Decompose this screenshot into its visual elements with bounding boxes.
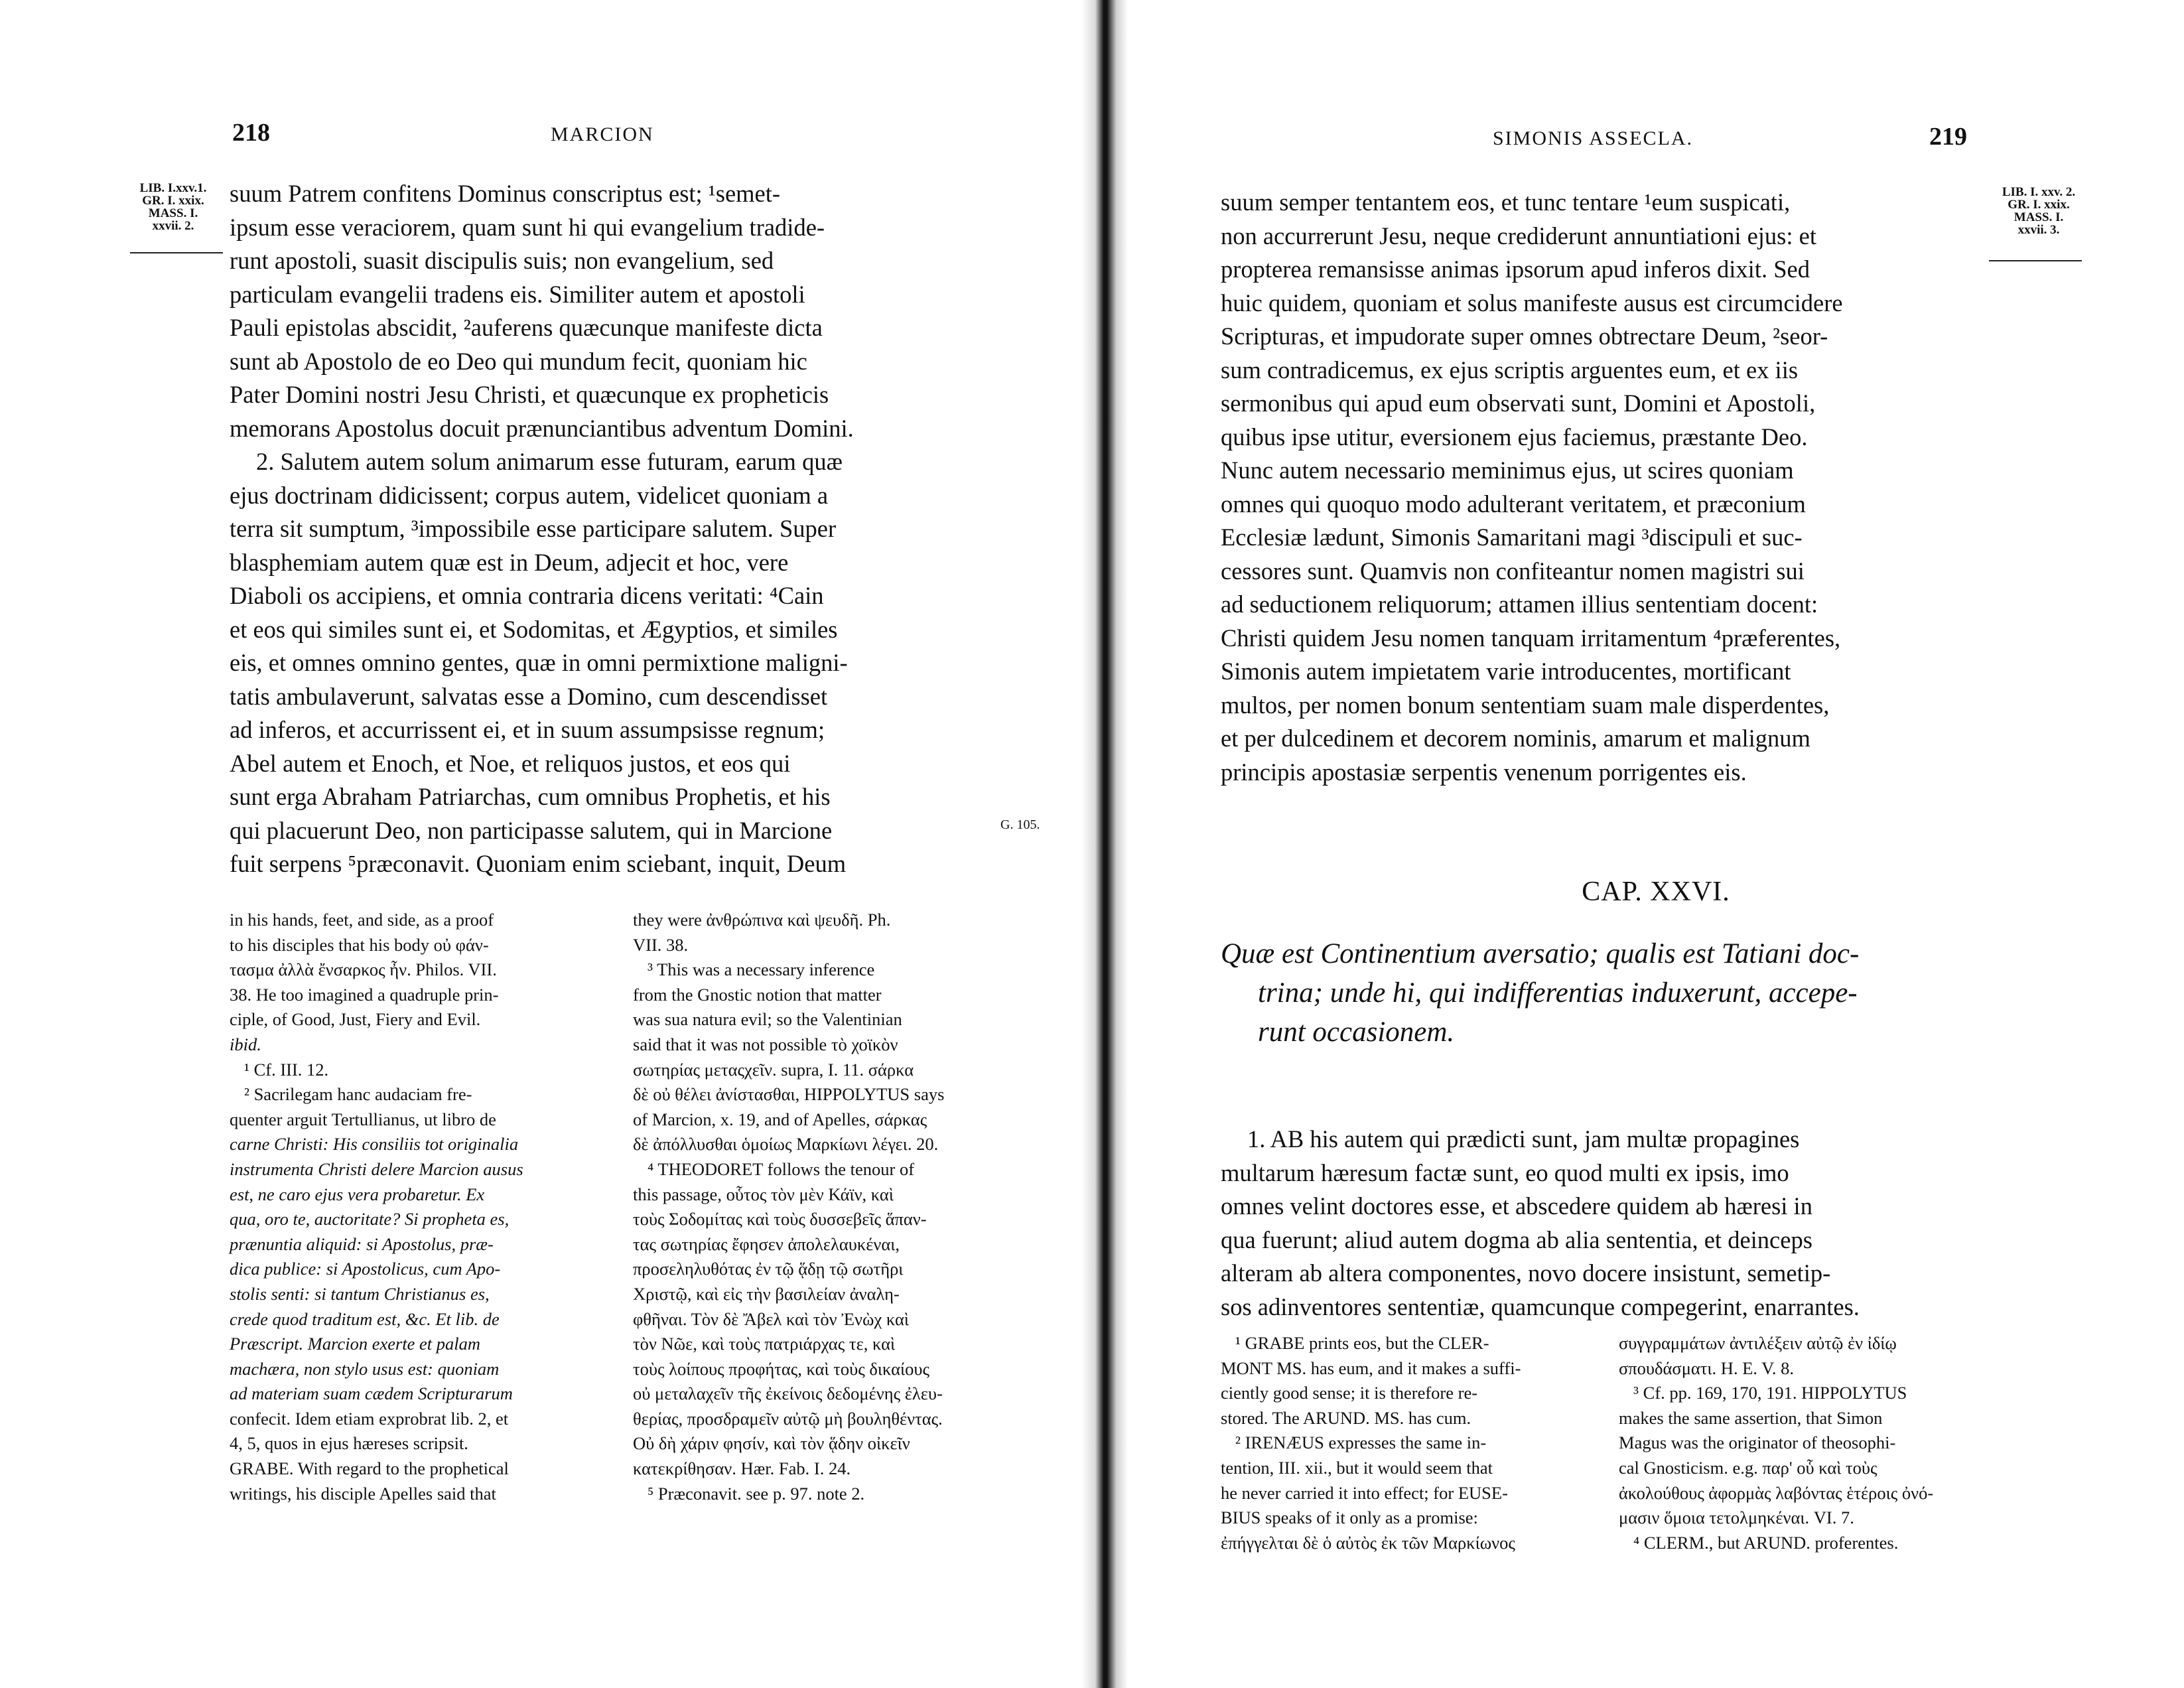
text-line: sunt ab Apostolo de eo Deo qui mundum fecit, quoniam hic [230, 347, 807, 375]
text-line: 1. AB his autem qui prædicti sunt, jam multæ propagines [1247, 1125, 1800, 1153]
text-line: huic quidem, quoniam et solus manifeste ausus est circumcidere [1221, 289, 1843, 316]
footnote-line: stolis senti: si tantum Christianus es, [230, 1283, 490, 1304]
left-page [0, 0, 1081, 1688]
margin-ref-line: LIB. I. xxv. 2. [2002, 185, 2076, 199]
footnote-line: makes the same assertion, that Simon [1619, 1407, 1883, 1428]
footnote-line: to his disciples that his body οὐ φάν- [230, 934, 489, 955]
text-line: qui placuerunt Deo, non participasse salutem, qui in Marcione [230, 816, 833, 844]
text-line: qua fuerunt; aliud autem dogma ab alia sententia, et deinceps [1221, 1226, 1812, 1253]
text-line: ad inferos, et accurrissent ei, et in suum assumpsisse regnum; [230, 716, 825, 743]
text-line: Abel autem et Enoch, et Noe, et reliquos justos, et eos qui [230, 749, 791, 777]
text-line: fuit serpens ⁵præconavit. Quoniam enim sciebant, inquit, Deum [230, 850, 847, 877]
footnote-line: ἀκολούθους ἀφορμὰς λαβόντας ἑτέροις ὀνό- [1619, 1482, 1934, 1503]
footnote-line: dica publice: si Apostolicus, cum Apo- [230, 1259, 501, 1279]
right-margin-rule [1989, 260, 2082, 261]
footnote-line: Χριστῷ, καὶ εἰς τὴν βασιλείαν ἀναλη- [633, 1283, 900, 1304]
chapter-summary [1221, 934, 1984, 1052]
text-line: Simonis autem impietatem varie introducentes, mortificant [1221, 658, 1791, 685]
footnote-line: ἐπήγγελται δὲ ὁ αὐτὸς ἐκ τῶν Μαρκίωνος [1221, 1532, 1515, 1553]
footnote-line: crede quod traditum est, &c. Et lib. de [230, 1308, 500, 1329]
right-footnotes-col1 [1221, 1331, 1592, 1555]
text-line: ad seductionem reliquorum; attamen illius sententiam docent: [1221, 591, 1818, 618]
margin-ref-line: MASS. I. [148, 206, 198, 220]
summary-line: trina; unde hi, qui indifferentias induxerunt, accepe- [1258, 977, 1858, 1009]
text-line: Diaboli os accipiens, et omnia contraria dicens veritati: ⁴Cain [230, 582, 824, 609]
footnote-line: δὲ οὐ θέλει ἀνίστασθαι, HIPPOLYTUS says [633, 1084, 945, 1105]
footnote-line: ciently good sense; it is therefore re- [1221, 1383, 1478, 1403]
margin-ref-line: GR. I. xxix. [142, 194, 204, 208]
footnote-line: stored. The ARUND. MS. has cum. [1221, 1407, 1471, 1428]
right-running-head: SIMONIS ASSECLA. [1493, 127, 1694, 149]
footnote-line: ¹ Cf. III. 12. [244, 1059, 329, 1080]
text-line: eis, et omnes omnino gentes, quæ in omni permixtione maligni- [230, 649, 848, 676]
text-line: Christi quidem Jesu nomen tanquam irritamentum ⁴præferentes, [1221, 624, 1841, 652]
footnote-line: δὲ ἀπόλλυσθαι ὁμοίως Μαρκίωνι λέγει. 20. [633, 1134, 939, 1155]
right-footnotes-col2 [1619, 1331, 1984, 1555]
footnote-line: τοὺς λοίπους προφήτας, καὶ τοὺς δικαίους [633, 1358, 930, 1379]
margin-ref-line: MASS. I. [2013, 210, 2064, 224]
text-line: alteram ab altera componentes, novo docere insistunt, semetip- [1221, 1259, 1831, 1287]
text-line: blasphemiam autem quæ est in Deum, adjecit et hoc, vere [230, 548, 789, 576]
footnote-line: σωτηρίας μεταςχεῖν. supra, I. 11. σάρκα [633, 1059, 914, 1080]
footnote-line: confecit. Idem etiam exprobrat lib. 2, et [230, 1408, 509, 1429]
text-line: sum contradicemus, ex ejus scriptis arguentes eum, et ex iis [1221, 356, 1799, 384]
text-line: et per dulcedinem et decorem nominis, amarum et malignum [1221, 725, 1810, 752]
footnote-line: 4, 5, quos in ejus hæreses scripsit. [230, 1433, 468, 1454]
footnote-line: κατεκρίθησαν. Hær. Fab. I. 24. [633, 1458, 851, 1479]
footnote-line: ² Sacrilegam hanc audaciam fre- [244, 1084, 472, 1105]
text-line: terra sit sumptum, ³impossibile esse participare salutem. Super [230, 515, 837, 542]
left-margin-rule [130, 252, 223, 253]
text-line: Pauli epistolas abscidit, ²auferens quæcunque manifeste dicta [230, 314, 823, 341]
footnote-line: writings, his disciple Apelles said that [230, 1483, 496, 1504]
footnote-line: σπουδάσματι. H. E. V. 8. [1619, 1358, 1795, 1378]
right-main-text [1221, 186, 1984, 789]
footnote-line: ³ Cf. pp. 169, 170, 191. HIPPOLYTUS [1633, 1383, 1907, 1403]
footnote-line: cal Gnosticism. e.g. παρ' οὗ καὶ τοὺς [1619, 1457, 1877, 1478]
footnote-line: GRABE. With regard to the prophetical [230, 1458, 509, 1479]
right-page [1128, 0, 2184, 1688]
footnote-line: 38. He too imagined a quadruple prin- [230, 984, 499, 1005]
footnote-line: BIUS speaks of it only as a promise: [1221, 1508, 1478, 1528]
footnote-line: ibid. [230, 1034, 261, 1054]
text-line: multarum hæresum factæ sunt, eo quod multi ex ipsis, imo [1221, 1159, 1789, 1186]
text-line: non accurrerunt Jesu, neque crediderunt annuntiationi ejus: et [1221, 222, 1816, 249]
margin-ref-line: LIB. I.xxv.1. [139, 181, 207, 195]
left-footnotes-col1 [230, 908, 601, 1506]
footnote-line: ⁴ CLERM., but ARUND. proferentes. [1633, 1532, 1899, 1553]
text-line: sunt erga Abraham Patriarchas, cum omnibus Prophetis, et his [230, 783, 831, 810]
book-gutter [1081, 0, 1128, 1688]
footnote-line: θερίας, προσδραμεῖν αὐτῷ μὴ βουληθέντας. [633, 1408, 943, 1429]
footnote-line: said that it was not possible τὸ χοϊκὸν [633, 1034, 898, 1054]
footnote-line: they were ἀνθρώπινα καὶ ψευδῆ. Ph. [633, 910, 891, 930]
text-line: Ecclesiæ lædunt, Simonis Samaritani magi ³discipuli et suc- [1221, 524, 1803, 551]
footnote-line: Οὐ δὴ χάριν φησίν, καὶ τὸν ᾅδην οἰκεῖν [633, 1433, 910, 1454]
left-side-note: G. 105. [1000, 817, 1040, 832]
footnote-line: he never carried it into effect; for EUSE- [1221, 1482, 1508, 1503]
footnote-line: ⁴ THEODORET follows the tenour of [648, 1159, 915, 1179]
summary-line: runt occasionem. [1258, 1017, 1455, 1048]
summary-line: Quæ est Continentium aversatio; qualis est Tatiani doc- [1221, 938, 1860, 969]
text-line: principis apostasiæ serpentis venenum porrigentes eis. [1221, 758, 1747, 786]
text-line: cessores sunt. Quamvis non confiteantur nomen magistri sui [1221, 557, 1805, 585]
footnote-line: from the Gnostic notion that matter [633, 984, 882, 1005]
footnote-line: machæra, non stylo usus est: quoniam [230, 1358, 500, 1379]
text-line: ipsum esse veraciorem, quam sunt hi qui evangelium tradide- [230, 213, 825, 241]
footnote-line: was sua natura evil; so the Valentinian [633, 1009, 902, 1030]
left-running-head: MARCION [551, 123, 654, 145]
text-line: memorans Apostolus docuit prænunciantibus adventum Domini. [230, 414, 854, 442]
footnote-line: συγγραμμάτων ἀντιλέξειν αὐτῷ ἐν ἰδίῳ [1619, 1333, 1897, 1353]
text-line: suum semper tentantem eos, et tunc tentare ¹eum suspicati, [1221, 188, 1791, 216]
text-line: sos adinventores sententiæ, quamcunque compegerint, enarrantes. [1221, 1293, 1860, 1320]
text-line: omnes velint doctores esse, et abscedere quidem ab hæresi in [1221, 1192, 1812, 1220]
text-line: Pater Domini nostri Jesu Christi, et quæcunque ex propheticis [230, 381, 829, 408]
footnote-line: prænuntia aliquid: si Apostolus, præ- [230, 1233, 494, 1254]
footnote-line: instrumenta Christi delere Marcion ausus [230, 1159, 523, 1179]
footnote-line: qua, oro te, auctoritate? Si propheta es, [230, 1209, 510, 1230]
footnote-line: of Marcion, x. 19, and of Apelles, σάρκας [633, 1109, 927, 1129]
text-line: tatis ambulaverunt, salvatas esse a Domino, cum descendisset [230, 682, 828, 710]
footnote-line: τασμα ἀλλὰ ἔνσαρκος ἦν. Philos. VII. [230, 959, 497, 980]
left-margin-reference [123, 182, 223, 232]
footnote-line: μασιν ὅμοια τετολμηκέναι. VI. 7. [1619, 1508, 1854, 1528]
footnote-line: τας σωτηρίας ἔφησεν ἀπολελαυκέναι, [633, 1233, 900, 1254]
footnote-line: ³ This was a necessary inference [648, 959, 875, 980]
footnote-line: in his hands, feet, and side, as a proof [230, 910, 494, 930]
text-line: ejus doctrinam didicissent; corpus autem, videlicet quoniam a [230, 481, 829, 509]
footnote-line: Magus was the originator of theosophi- [1619, 1433, 1896, 1453]
margin-ref-line: xxvii. 3. [2017, 223, 2060, 237]
footnote-line: quenter arguit Tertullianus, ut libro de [230, 1109, 496, 1129]
text-line: Scripturas, et impudorate super omnes obtrectare Deum, ²seor- [1221, 322, 1828, 350]
text-line: omnes qui quoquo modo adulterant veritatem, et præconium [1221, 490, 1806, 518]
footnote-line: Præscript. Marcion exerte et palam [230, 1334, 481, 1354]
footnote-line: MONT MS. has eum, and it makes a suffi- [1221, 1358, 1521, 1378]
footnote-line: προσεληλυθότας ἐν τῷ ᾅδῃ τῷ σωτῆρι [633, 1259, 904, 1279]
footnote-line: ad materiam suam cædem Scripturarum [230, 1383, 513, 1404]
margin-ref-line: xxvii. 2. [152, 219, 194, 233]
text-line: suum Patrem confitens Dominus conscriptus est; ¹semet- [230, 180, 781, 207]
text-line: Nunc autem necessario meminimus ejus, ut scires quoniam [1221, 457, 1794, 484]
footnote-line: ciple, of Good, Just, Fiery and Evil. [230, 1009, 481, 1030]
margin-ref-line: GR. I. xxix. [2008, 198, 2070, 212]
footnote-line: ¹ GRABE prints eos, but the CLER- [1235, 1333, 1489, 1353]
text-line: 2. Salutem autem solum animarum esse futuram, earum quæ [256, 448, 843, 475]
footnote-line: τοὺς Σοδομίτας καὶ τοὺς δυσσεβεῖς ἅπαν- [633, 1209, 927, 1230]
footnote-line: VII. 38. [633, 934, 689, 955]
text-line: et eos qui similes sunt ei, et Sodomitas, et Ægyptios, et similes [230, 615, 838, 643]
text-line: sermonibus qui apud eum observati sunt, Domini et Apostoli, [1221, 389, 1816, 417]
chapter-text [1221, 1123, 1984, 1324]
footnote-line: ² IRENÆUS expresses the same in- [1235, 1433, 1487, 1453]
right-page-number: 219 [1929, 123, 1967, 151]
footnote-line: φθῆναι. Τὸν δὲ Ἄβελ καὶ τὸν Ἐνὼχ καὶ [633, 1308, 909, 1329]
left-footnotes-col2 [633, 908, 998, 1506]
footnote-line: οὐ μεταλαχεῖν τῆς ἐκείνοις δεδομένης ἐλευ- [633, 1383, 943, 1404]
text-line: propterea remansisse animas ipsorum apud inferos dixit. Sed [1221, 255, 1810, 283]
right-margin-reference [1989, 186, 2088, 236]
text-line: particulam evangelii tradens eis. Similiter autem et apostoli [230, 280, 805, 308]
text-line: quibus ipse utitur, eversionem ejus faciemus, præstante Deo. [1221, 423, 1808, 451]
footnote-line: carne Christi: His consiliis tot originalia [230, 1134, 519, 1155]
footnote-line: this passage, οὗτος τὸν μὲν Κάϊν, καὶ [633, 1184, 894, 1204]
text-line: multos, per nomen bonum sententiam suam male disperdentes, [1221, 691, 1830, 719]
footnote-line: tention, III. xii., but it would seem that [1221, 1457, 1493, 1478]
footnote-line: τὸν Νῶε, καὶ τοὺς πατριάρχας τε, καὶ [633, 1334, 896, 1354]
chapter-heading: CAP. XXVI. [1582, 877, 1730, 907]
footnote-line: est, ne caro ejus vera probaretur. Ex [230, 1184, 485, 1204]
footnote-line: ⁵ Præconavit. see p. 97. note 2. [648, 1483, 865, 1504]
left-main-text [230, 177, 996, 881]
left-page-number: 218 [232, 119, 270, 147]
text-line: runt apostoli, suasit discipulis suis; non evangelium, sed [230, 247, 774, 274]
